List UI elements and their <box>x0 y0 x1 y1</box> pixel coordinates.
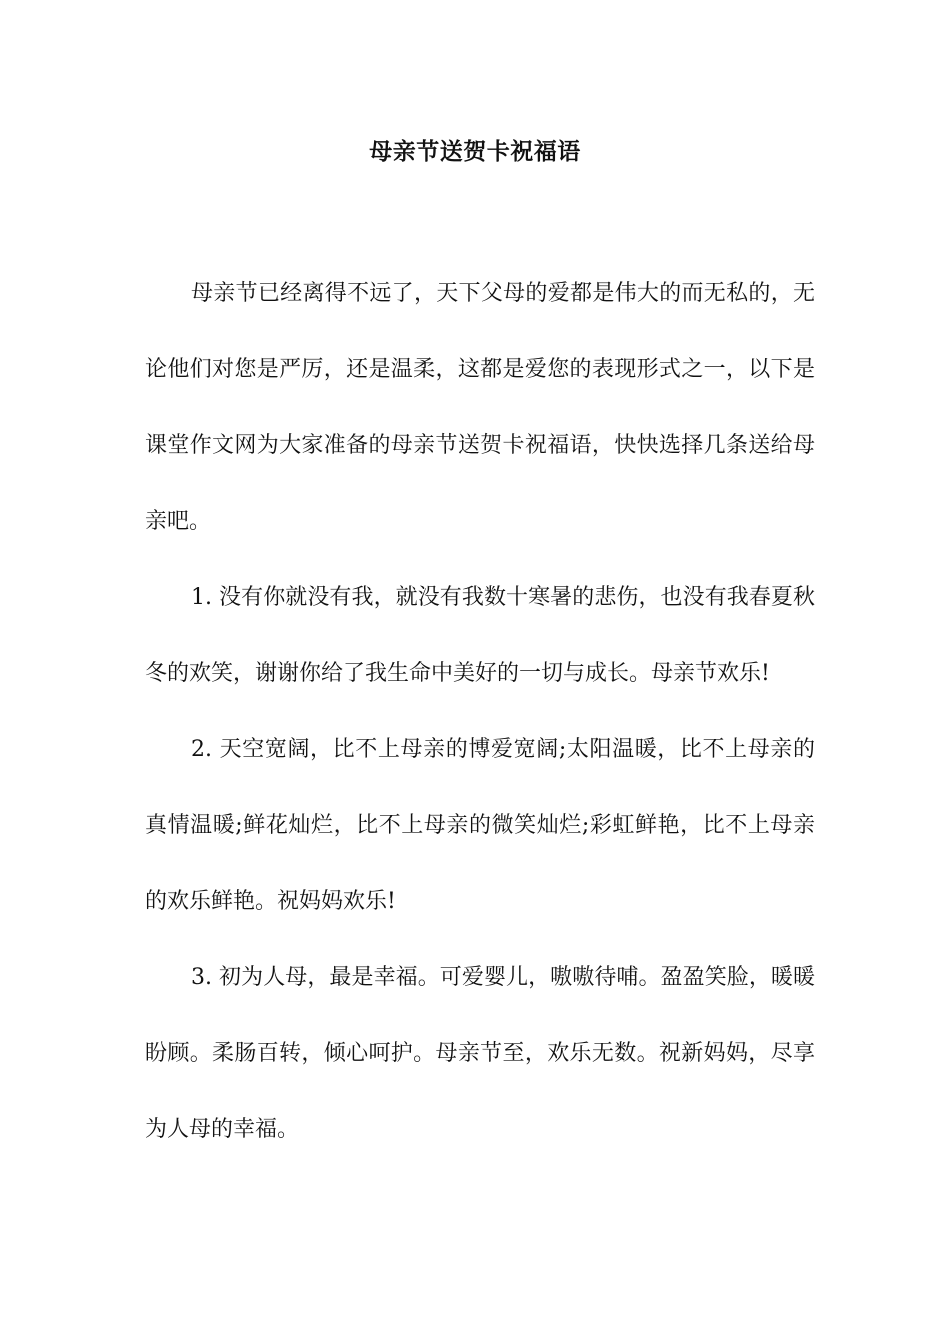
intro-paragraph: 母亲节已经离得不远了，天下父母的爱都是伟大的而无私的，无论他们对您是严厉，还是温柔，这都是爱您的表现形式之一，以下是课堂作文网为大家准备的母亲节送贺卡祝福语，快快选择几条送给母亲吧。 <box>145 281 815 534</box>
wish-item-3: 3. 初为人母，最是幸福。可爱婴儿，嗷嗷待哺。盈盈笑脸，暖暖盼顾。柔肠百转，倾心呵护。母亲节至，欢乐无数。祝新妈妈，尽享为人母的幸福。 <box>145 965 815 1142</box>
document-title: 母亲节送贺卡祝福语 <box>369 138 581 165</box>
document-body <box>145 256 815 1168</box>
wish-item-2: 2. 天空宽阔，比不上母亲的博爱宽阔;太阳温暖，比不上母亲的真情温暖;鲜花灿烂，比不上母亲的微笑灿烂;彩虹鲜艳，比不上母亲的欢乐鲜艳。祝妈妈欢乐! <box>145 737 815 914</box>
wish-item-1: 1. 没有你就没有我，就没有我数十寒暑的悲伤，也没有我春夏秋冬的欢笑，谢谢你给了我生命中美好的一切与成长。母亲节欢乐! <box>145 585 815 686</box>
